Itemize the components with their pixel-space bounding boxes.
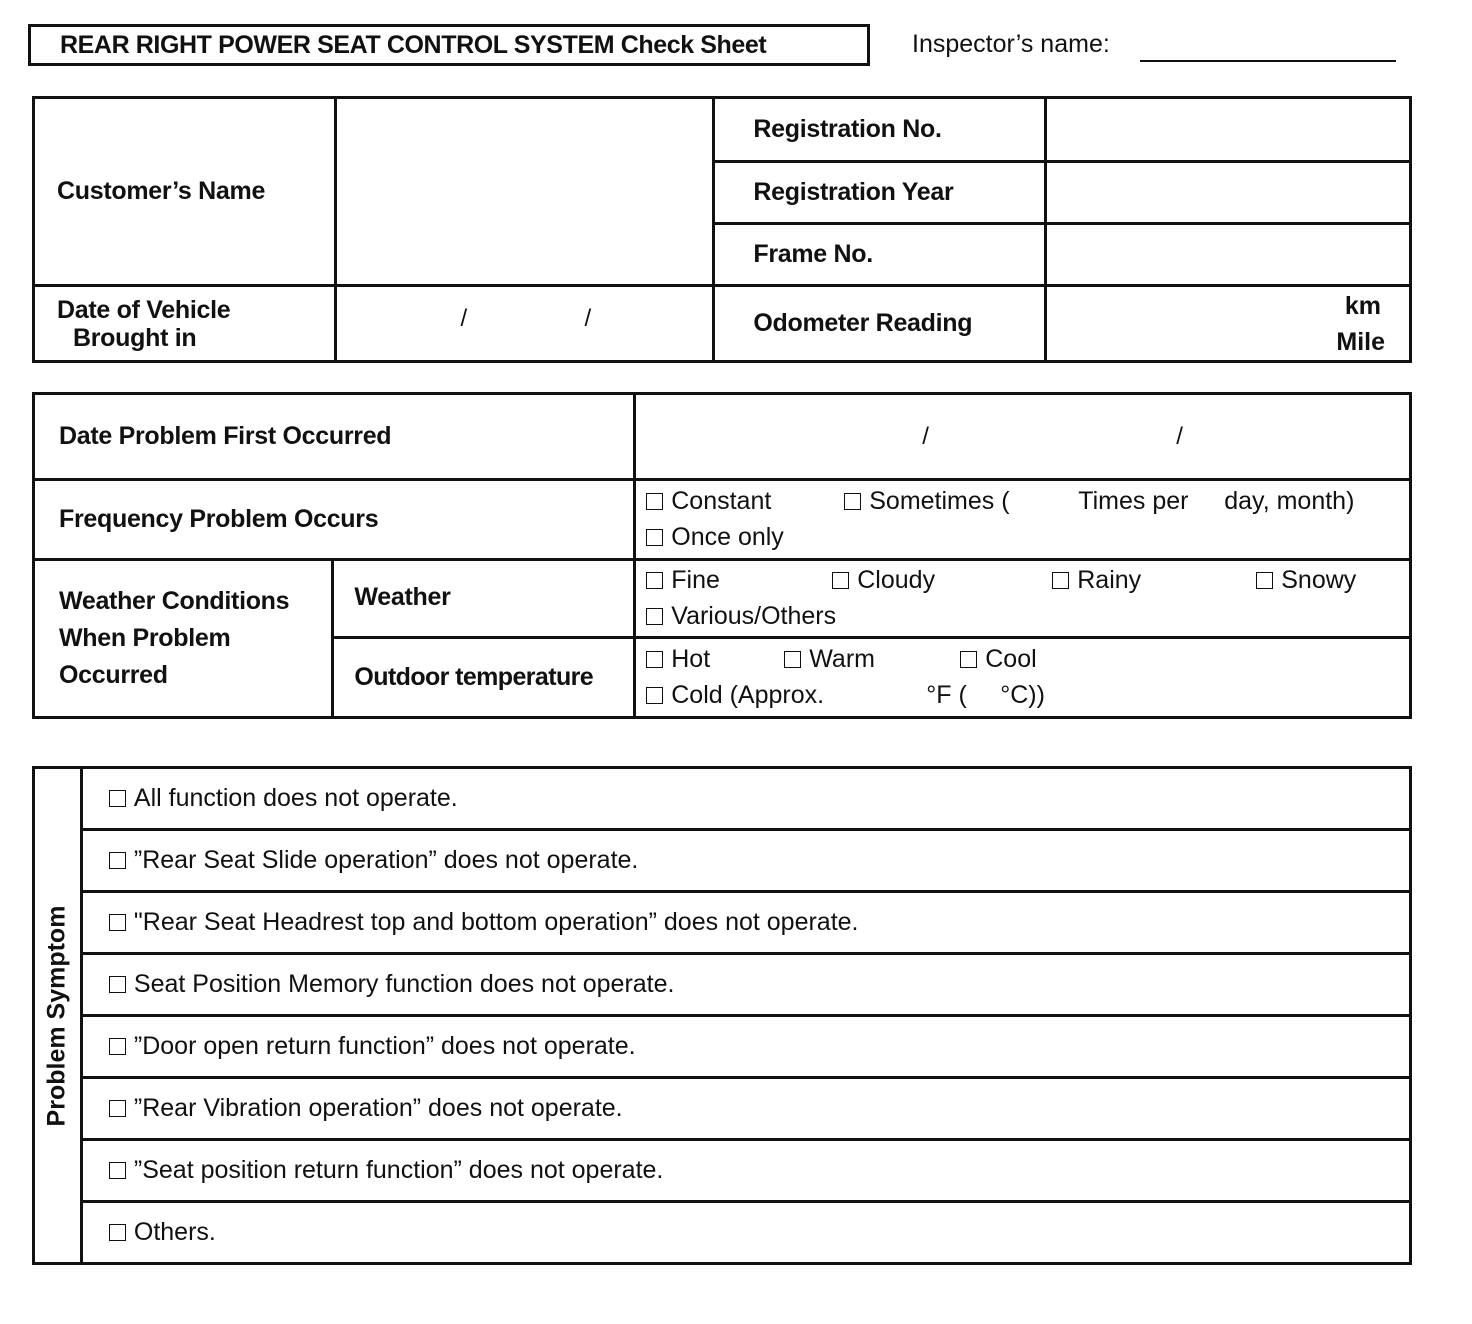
- weather-conditions-label-line1: Weather Conditions: [59, 587, 290, 615]
- checkbox[interactable]: [109, 1038, 126, 1055]
- symptom-row[interactable]: [81, 1016, 1410, 1078]
- problem-symptom-label: Problem Symptom: [42, 905, 71, 1126]
- weather-cloudy-option[interactable]: Cloudy: [832, 566, 935, 595]
- times-per-label: Times per: [1078, 487, 1189, 515]
- symptom-row[interactable]: [81, 1078, 1410, 1140]
- degree-fahrenheit-label: °F (: [926, 681, 967, 709]
- weather-conditions-label-line3: Occurred: [59, 661, 168, 689]
- checkbox[interactable]: [1052, 572, 1069, 589]
- odometer-label: Odometer Reading: [714, 286, 1046, 362]
- date-separator: /: [1176, 423, 1183, 450]
- inspector-name-label: Inspector’s name:: [912, 30, 1110, 58]
- degree-celsius-label: °C)): [1000, 681, 1045, 709]
- registration-no-label: Registration No.: [714, 98, 1046, 162]
- symptom-text: ”Rear Seat Slide operation” does not operate.: [133, 846, 639, 874]
- problem-symptom-table: [32, 766, 1412, 1265]
- symptom-row[interactable]: [81, 1140, 1410, 1202]
- weather-label: Weather: [333, 560, 635, 638]
- frequency-once-only-option[interactable]: Once only: [646, 523, 784, 552]
- registration-year-field[interactable]: [1045, 162, 1410, 224]
- frequency-label: Frequency Problem Occurs: [34, 480, 635, 560]
- date-separator: /: [922, 423, 929, 450]
- checkbox[interactable]: [646, 572, 663, 589]
- odometer-field[interactable]: [1045, 286, 1410, 362]
- symptom-text: Seat Position Memory function does not operate.: [133, 970, 675, 998]
- symptom-row[interactable]: [81, 768, 1410, 830]
- frame-no-label: Frame No.: [714, 224, 1046, 286]
- symptom-text: ”Rear Vibration operation” does not operate.: [133, 1094, 623, 1122]
- symptom-row[interactable]: [81, 954, 1410, 1016]
- symptom-row[interactable]: [81, 830, 1410, 892]
- checkbox[interactable]: [844, 493, 861, 510]
- checkbox[interactable]: [646, 529, 663, 546]
- checkbox[interactable]: [109, 790, 126, 807]
- temperature-cold-option[interactable]: Cold (Approx.: [646, 681, 824, 710]
- checkbox[interactable]: [109, 1224, 126, 1241]
- symptom-row[interactable]: [81, 892, 1410, 954]
- customer-name-field[interactable]: [335, 98, 714, 286]
- date-first-occurred-label: Date Problem First Occurred: [34, 394, 635, 480]
- frequency-constant-option[interactable]: Constant: [646, 487, 771, 516]
- weather-options: [635, 560, 1411, 638]
- symptom-row[interactable]: [81, 1202, 1410, 1264]
- unit-km: km: [1344, 291, 1381, 320]
- symptom-text: "Rear Seat Headrest top and bottom operation” does not operate.: [133, 908, 859, 936]
- checkbox[interactable]: [832, 572, 849, 589]
- date-brought-in-label: [34, 286, 336, 362]
- checkbox[interactable]: [646, 608, 663, 625]
- weather-fine-option[interactable]: Fine: [646, 566, 720, 595]
- temperature-cool-option[interactable]: Cool: [960, 645, 1036, 674]
- symptom-text: ”Door open return function” does not operate.: [133, 1032, 636, 1060]
- conditions-table: [32, 392, 1412, 719]
- checkbox[interactable]: [109, 914, 126, 931]
- day-month-label: day, month): [1224, 487, 1355, 515]
- frequency-sometimes-option[interactable]: Sometimes (: [844, 487, 1009, 516]
- temperature-warm-option[interactable]: Warm: [784, 645, 875, 674]
- symptom-text: ”Seat position return function” does not operate.: [133, 1156, 664, 1184]
- checkbox[interactable]: [109, 976, 126, 993]
- weather-conditions-label-line2: When Problem: [59, 624, 231, 652]
- frequency-options: [635, 480, 1411, 560]
- date-first-occurred-field[interactable]: [635, 394, 1411, 480]
- date-brought-in-field[interactable]: [335, 286, 714, 362]
- date-separator: /: [584, 305, 592, 332]
- checkbox[interactable]: [960, 651, 977, 668]
- vehicle-info-table: [32, 96, 1412, 363]
- problem-symptom-label-cell: [34, 768, 82, 1264]
- inspector-name-field[interactable]: [1140, 60, 1396, 62]
- weather-snowy-option[interactable]: Snowy: [1256, 566, 1356, 595]
- checkbox[interactable]: [109, 1100, 126, 1117]
- unit-mile: Mile: [1336, 327, 1385, 356]
- date-brought-in-label-line2: Brought in: [73, 323, 197, 352]
- customer-name-label: Customer’s Name: [34, 98, 336, 286]
- weather-various-option[interactable]: Various/Others: [646, 602, 836, 631]
- sheet-title: REAR RIGHT POWER SEAT CONTROL SYSTEM Check Sheet: [28, 24, 870, 66]
- registration-year-label: Registration Year: [714, 162, 1046, 224]
- temperature-options: [635, 638, 1411, 718]
- symptom-text: All function does not operate.: [133, 784, 458, 812]
- symptom-text: Others.: [133, 1218, 216, 1246]
- temperature-hot-option[interactable]: Hot: [646, 645, 710, 674]
- checkbox[interactable]: [1256, 572, 1273, 589]
- frame-no-field[interactable]: [1045, 224, 1410, 286]
- checkbox[interactable]: [784, 651, 801, 668]
- date-brought-in-label-line1: Date of Vehicle: [57, 295, 231, 324]
- registration-no-field[interactable]: [1045, 98, 1410, 162]
- checkbox[interactable]: [646, 687, 663, 704]
- weather-rainy-option[interactable]: Rainy: [1052, 566, 1141, 595]
- weather-conditions-label: [34, 560, 333, 718]
- checkbox[interactable]: [109, 1162, 126, 1179]
- date-separator: /: [460, 305, 468, 332]
- outdoor-temperature-label: Outdoor temperature: [333, 638, 635, 718]
- checkbox[interactable]: [646, 493, 663, 510]
- checkbox[interactable]: [109, 852, 126, 869]
- checkbox[interactable]: [646, 651, 663, 668]
